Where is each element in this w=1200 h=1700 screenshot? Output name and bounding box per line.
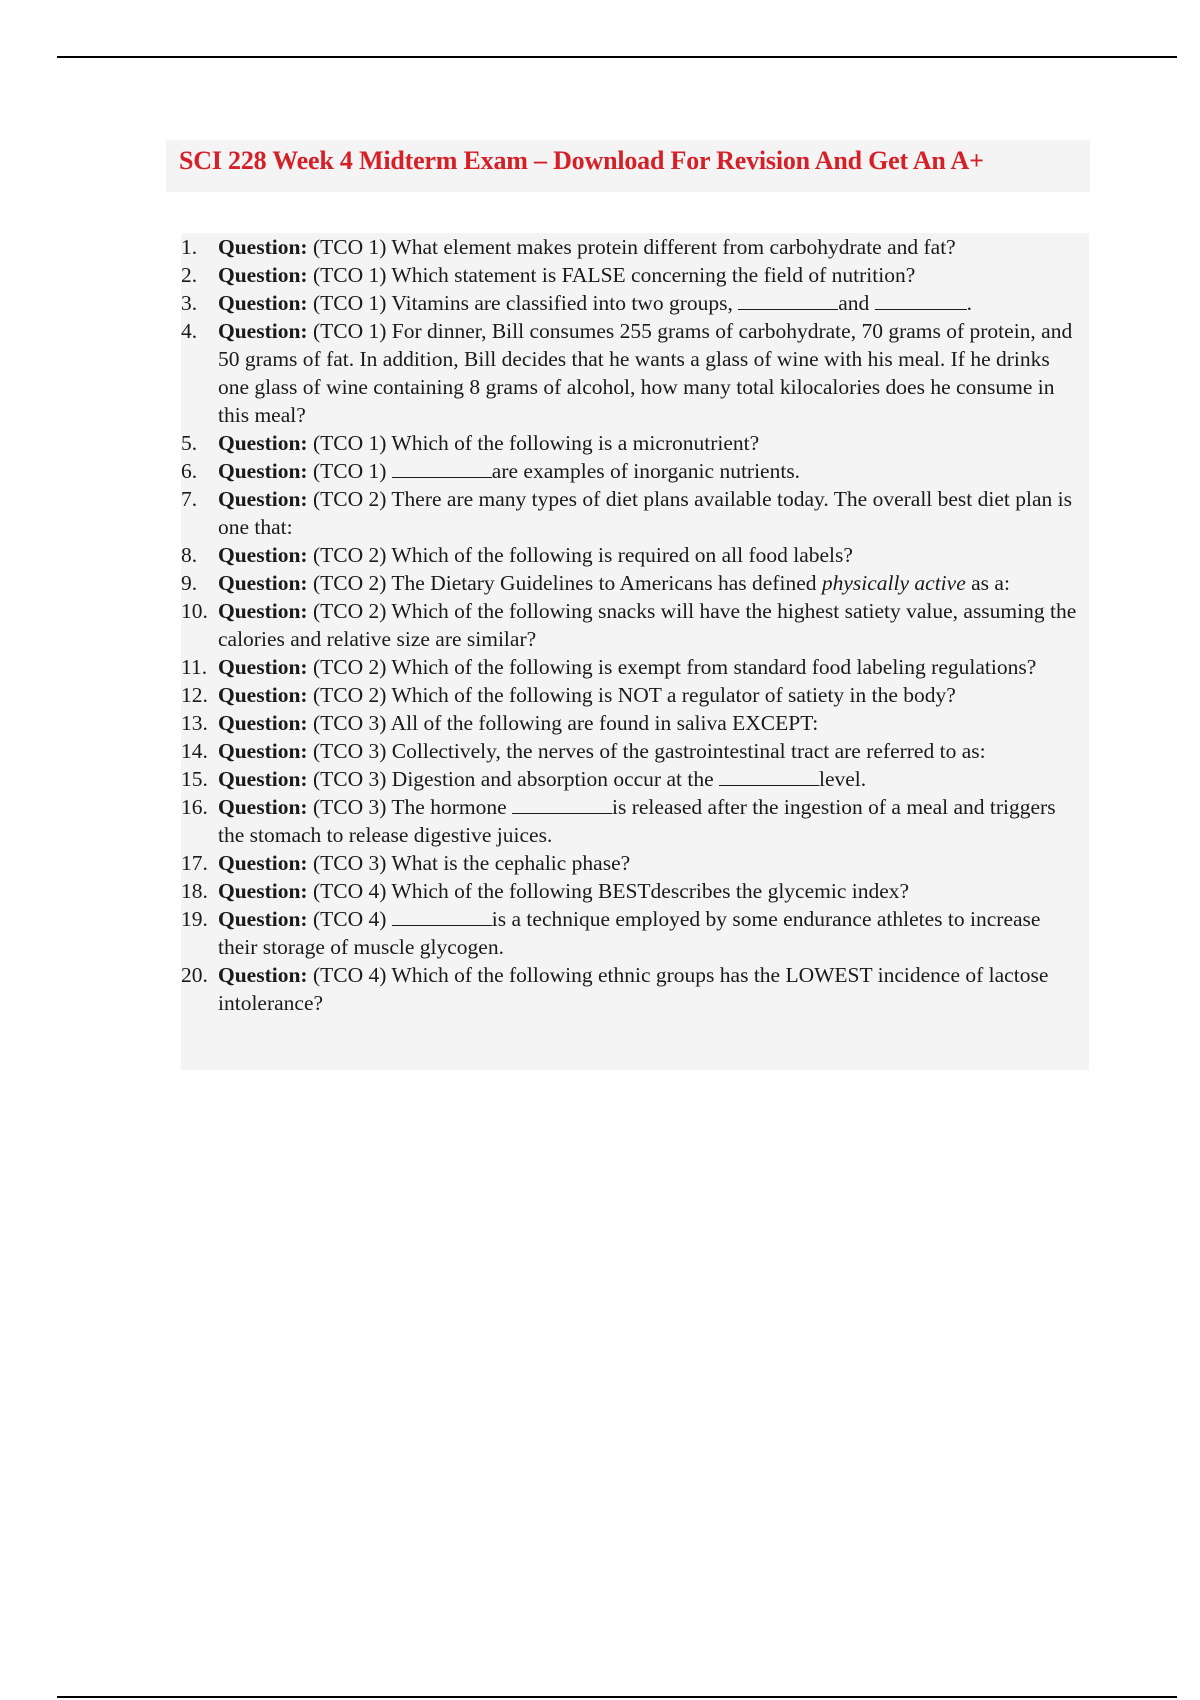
question-item [181, 653, 1081, 681]
question-number: 6. [181, 459, 198, 483]
question-label: Question: [218, 263, 308, 287]
question-item [181, 233, 1081, 261]
question-label: Question: [218, 683, 308, 707]
question-text: (TCO 2) Which of the following is exempt from standard food labeling regulations? [312, 655, 1037, 679]
question-item [181, 709, 1081, 737]
answer-blank [719, 767, 819, 786]
question-text-end: are examples of inorganic nutrients. [491, 459, 801, 483]
question-number: 8. [181, 543, 198, 567]
answer-blank [738, 291, 838, 310]
question-label: Question: [218, 907, 308, 931]
header-rule [57, 56, 1177, 58]
question-label: Question: [218, 795, 308, 819]
question-text: (TCO 2) The Dietary Guidelines to Americans has defined [312, 571, 822, 595]
question-text: (TCO 1) Which of the following is a micronutrient? [312, 431, 760, 455]
question-number: 10. [181, 599, 208, 623]
question-item [181, 317, 1081, 429]
question-number: 20. [181, 963, 208, 987]
question-label: Question: [218, 711, 308, 735]
question-item [181, 457, 1081, 485]
question-item [181, 569, 1081, 597]
question-text: (TCO 1) [312, 459, 392, 483]
question-text: (TCO 3) What is the cephalic phase? [312, 851, 631, 875]
question-label: Question: [218, 543, 308, 567]
question-number: 5. [181, 431, 198, 455]
question-text-end: as a: [965, 571, 1010, 595]
question-text-end: is released after the ingestion of a meal and triggers the stomach to release digestive juices. [218, 795, 1056, 847]
question-number: 13. [181, 711, 208, 735]
question-number: 12. [181, 683, 208, 707]
question-number: 17. [181, 851, 208, 875]
question-item [181, 597, 1081, 653]
answer-blank [512, 795, 612, 814]
question-number: 4. [181, 319, 198, 343]
question-label: Question: [218, 739, 308, 763]
question-text: (TCO 2) There are many types of diet plans available today. The overall best diet plan is one that: [218, 487, 1072, 539]
question-item [181, 765, 1081, 793]
question-item [181, 485, 1081, 541]
question-item [181, 877, 1081, 905]
question-item [181, 849, 1081, 877]
question-item [181, 289, 1081, 317]
question-text-end: is a technique employed by some endurance athletes to increase their storage of muscle glycogen. [218, 907, 1041, 959]
question-text: (TCO 4) Which of the following ethnic groups has the LOWEST incidence of lactose intolerance? [218, 963, 1049, 1015]
question-number: 9. [181, 571, 198, 595]
question-text-end: level. [818, 767, 867, 791]
question-item [181, 905, 1081, 961]
question-label: Question: [218, 571, 308, 595]
question-label: Question: [218, 851, 308, 875]
question-label: Question: [218, 319, 308, 343]
question-number: 19. [181, 907, 208, 931]
question-item [181, 793, 1081, 849]
question-number: 1. [181, 235, 198, 259]
question-text: (TCO 2) Which of the following is NOT a regulator of satiety in the body? [312, 683, 956, 707]
question-text: (TCO 4) [312, 907, 392, 931]
question-label: Question: [218, 963, 308, 987]
question-text: (TCO 3) Collectively, the nerves of the gastrointestinal tract are referred to as: [312, 739, 986, 763]
question-number: 7. [181, 487, 198, 511]
document-title: SCI 228 Week 4 Midterm Exam – Download For Revision And Get An A+ [179, 146, 984, 175]
question-item [181, 737, 1081, 765]
answer-blank [875, 291, 967, 310]
question-item [181, 429, 1081, 457]
question-text-italic: physically active [821, 571, 966, 595]
question-label: Question: [218, 767, 308, 791]
question-item [181, 681, 1081, 709]
question-number: 2. [181, 263, 198, 287]
question-number: 15. [181, 767, 208, 791]
question-number: 14. [181, 739, 208, 763]
question-text: (TCO 1) Vitamins are classified into two groups, [312, 291, 739, 315]
question-text: (TCO 4) Which of the following BESTdescribes the glycemic index? [312, 879, 910, 903]
question-item [181, 961, 1081, 1017]
question-number: 3. [181, 291, 198, 315]
question-text: (TCO 1) For dinner, Bill consumes 255 grams of carbohydrate, 70 grams of protein, and 50 grams of fat. In addition, Bill decides that he wants a glass of wine with his meal. If he drinks one glass of wine containing 8 grams of alcohol, how many total kilocalories does he consume in this meal? [218, 319, 1073, 427]
question-label: Question: [218, 431, 308, 455]
question-text: (TCO 2) Which of the following is required on all food labels? [312, 543, 853, 567]
question-text: (TCO 1) Which statement is FALSE concerning the field of nutrition? [312, 263, 916, 287]
question-label: Question: [218, 655, 308, 679]
footer-rule [57, 1696, 1177, 1698]
question-label: Question: [218, 291, 308, 315]
question-list [181, 233, 1081, 1017]
question-label: Question: [218, 599, 308, 623]
question-label: Question: [218, 235, 308, 259]
question-label: Question: [218, 487, 308, 511]
answer-blank [392, 459, 492, 478]
question-number: 16. [181, 795, 208, 819]
question-number: 11. [181, 655, 208, 679]
question-text-end: . [966, 291, 973, 315]
question-text: (TCO 1) What element makes protein different from carbohydrate and fat? [312, 235, 956, 259]
answer-blank [392, 907, 492, 926]
question-text: (TCO 3) The hormone [312, 795, 513, 819]
question-item [181, 261, 1081, 289]
question-text-middle: and [838, 291, 875, 315]
question-label: Question: [218, 459, 308, 483]
question-text: (TCO 2) Which of the following snacks will have the highest satiety value, assuming the calories and relative size are similar? [218, 599, 1077, 651]
question-text: (TCO 3) Digestion and absorption occur at the [312, 767, 719, 791]
question-number: 18. [181, 879, 208, 903]
question-item [181, 541, 1081, 569]
question-label: Question: [218, 879, 308, 903]
question-text: (TCO 3) All of the following are found in saliva EXCEPT: [312, 711, 819, 735]
